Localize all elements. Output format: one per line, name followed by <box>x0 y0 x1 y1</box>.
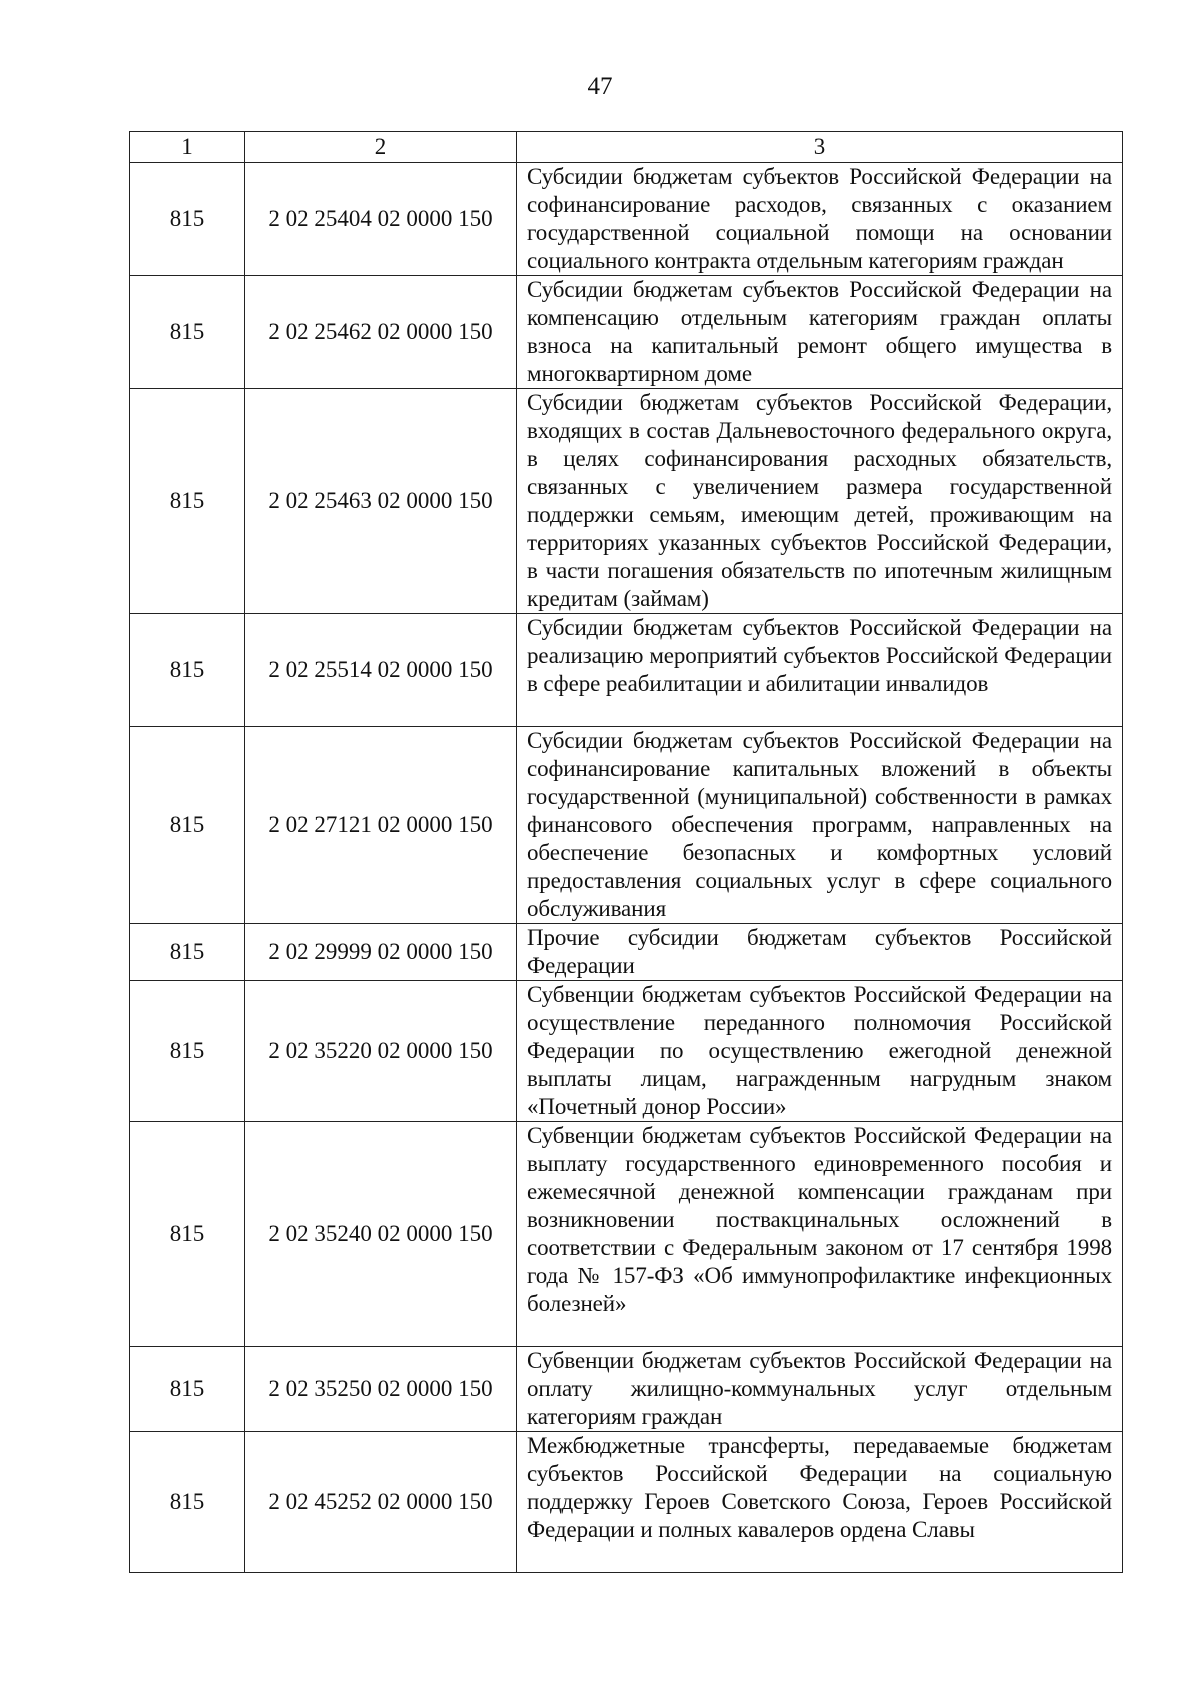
description-cell: Субсидии бюджетам субъектов Российской Федерации, входящих в состав Дальневосточного федерального округа, в целях софинансирования расходных обязательств, связанных с увеличением размера государственной поддержки семьям, имеющим детей, проживающим на территориях указанных субъектов Российской Федерации, в части погашения обязательств по ипотечным жилищным кредитам (займам) <box>517 389 1123 614</box>
kbk-code-cell: 2 02 25514 02 0000 150 <box>245 614 517 727</box>
description-cell: Субсидии бюджетам субъектов Российской Федерации на реализацию мероприятий субъектов Российской Федерации в сфере реабилитации и абилитации инвалидов <box>517 614 1123 727</box>
description-cell: Субсидии бюджетам субъектов Российской Федерации на софинансирование капитальных вложений в объекты государственной (муниципальной) собственности в рамках финансового обеспечения программ, направленных на обеспечение безопасных и комфортных условий предоставления социальных услуг в сфере социального обслуживания <box>517 727 1123 924</box>
table-row <box>130 614 1123 727</box>
kbk-code-cell: 2 02 27121 02 0000 150 <box>245 727 517 924</box>
kbk-code-cell: 2 02 35220 02 0000 150 <box>245 981 517 1122</box>
column-header-3: 3 <box>517 132 1123 163</box>
admin-code-cell: 815 <box>130 727 245 924</box>
kbk-code-cell: 2 02 25462 02 0000 150 <box>245 276 517 389</box>
admin-code-cell: 815 <box>130 614 245 727</box>
admin-code-cell: 815 <box>130 1432 245 1573</box>
description-cell: Субвенции бюджетам субъектов Российской Федерации на оплату жилищно-коммунальных услуг отдельным категориям граждан <box>517 1347 1123 1432</box>
admin-code-cell: 815 <box>130 924 245 981</box>
table-row <box>130 276 1123 389</box>
kbk-code-cell: 2 02 35250 02 0000 150 <box>245 1347 517 1432</box>
budget-classification-table <box>129 131 1123 1573</box>
table-row <box>130 924 1123 981</box>
kbk-code-cell: 2 02 29999 02 0000 150 <box>245 924 517 981</box>
table-row <box>130 163 1123 276</box>
table-row <box>130 981 1123 1122</box>
kbk-code-cell: 2 02 25463 02 0000 150 <box>245 389 517 614</box>
admin-code-cell: 815 <box>130 389 245 614</box>
admin-code-cell: 815 <box>130 276 245 389</box>
table-row <box>130 1122 1123 1347</box>
description-cell: Межбюджетные трансферты, передаваемые бюджетам субъектов Российской Федерации на социальную поддержку Героев Советского Союза, Героев Российской Федерации и полных кавалеров ордена Славы <box>517 1432 1123 1573</box>
table-row <box>130 727 1123 924</box>
table-row <box>130 389 1123 614</box>
table-row <box>130 1432 1123 1573</box>
admin-code-cell: 815 <box>130 1347 245 1432</box>
kbk-code-cell: 2 02 25404 02 0000 150 <box>245 163 517 276</box>
column-header-1: 1 <box>130 132 245 163</box>
kbk-code-cell: 2 02 35240 02 0000 150 <box>245 1122 517 1347</box>
description-cell: Субвенции бюджетам субъектов Российской Федерации на осуществление переданного полномочия Российской Федерации по осуществлению ежегодной денежной выплаты лицам, награжденным нагрудным знаком «Почетный донор России» <box>517 981 1123 1122</box>
table-header-row <box>130 132 1123 163</box>
column-header-2: 2 <box>245 132 517 163</box>
admin-code-cell: 815 <box>130 163 245 276</box>
page-number: 47 <box>587 73 613 100</box>
kbk-code-cell: 2 02 45252 02 0000 150 <box>245 1432 517 1573</box>
admin-code-cell: 815 <box>130 1122 245 1347</box>
description-cell: Субсидии бюджетам субъектов Российской Федерации на софинансирование расходов, связанных с оказанием государственной социальной помощи на основании социального контракта отдельным категориям граждан <box>517 163 1123 276</box>
table-row <box>130 1347 1123 1432</box>
admin-code-cell: 815 <box>130 981 245 1122</box>
description-cell: Прочие субсидии бюджетам субъектов Российской Федерации <box>517 924 1123 981</box>
description-cell: Субвенции бюджетам субъектов Российской Федерации на выплату государственного единовременного пособия и ежемесячной денежной компенсации гражданам при возникновении поствакцинальных осложнений в соответствии с Федеральным законом от 17 сентября 1998 года № 157-ФЗ «Об иммунопрофилактике инфекционных болезней» <box>517 1122 1123 1347</box>
description-cell: Субсидии бюджетам субъектов Российской Федерации на компенсацию отдельным категориям граждан оплаты взноса на капитальный ремонт общего имущества в многоквартирном доме <box>517 276 1123 389</box>
